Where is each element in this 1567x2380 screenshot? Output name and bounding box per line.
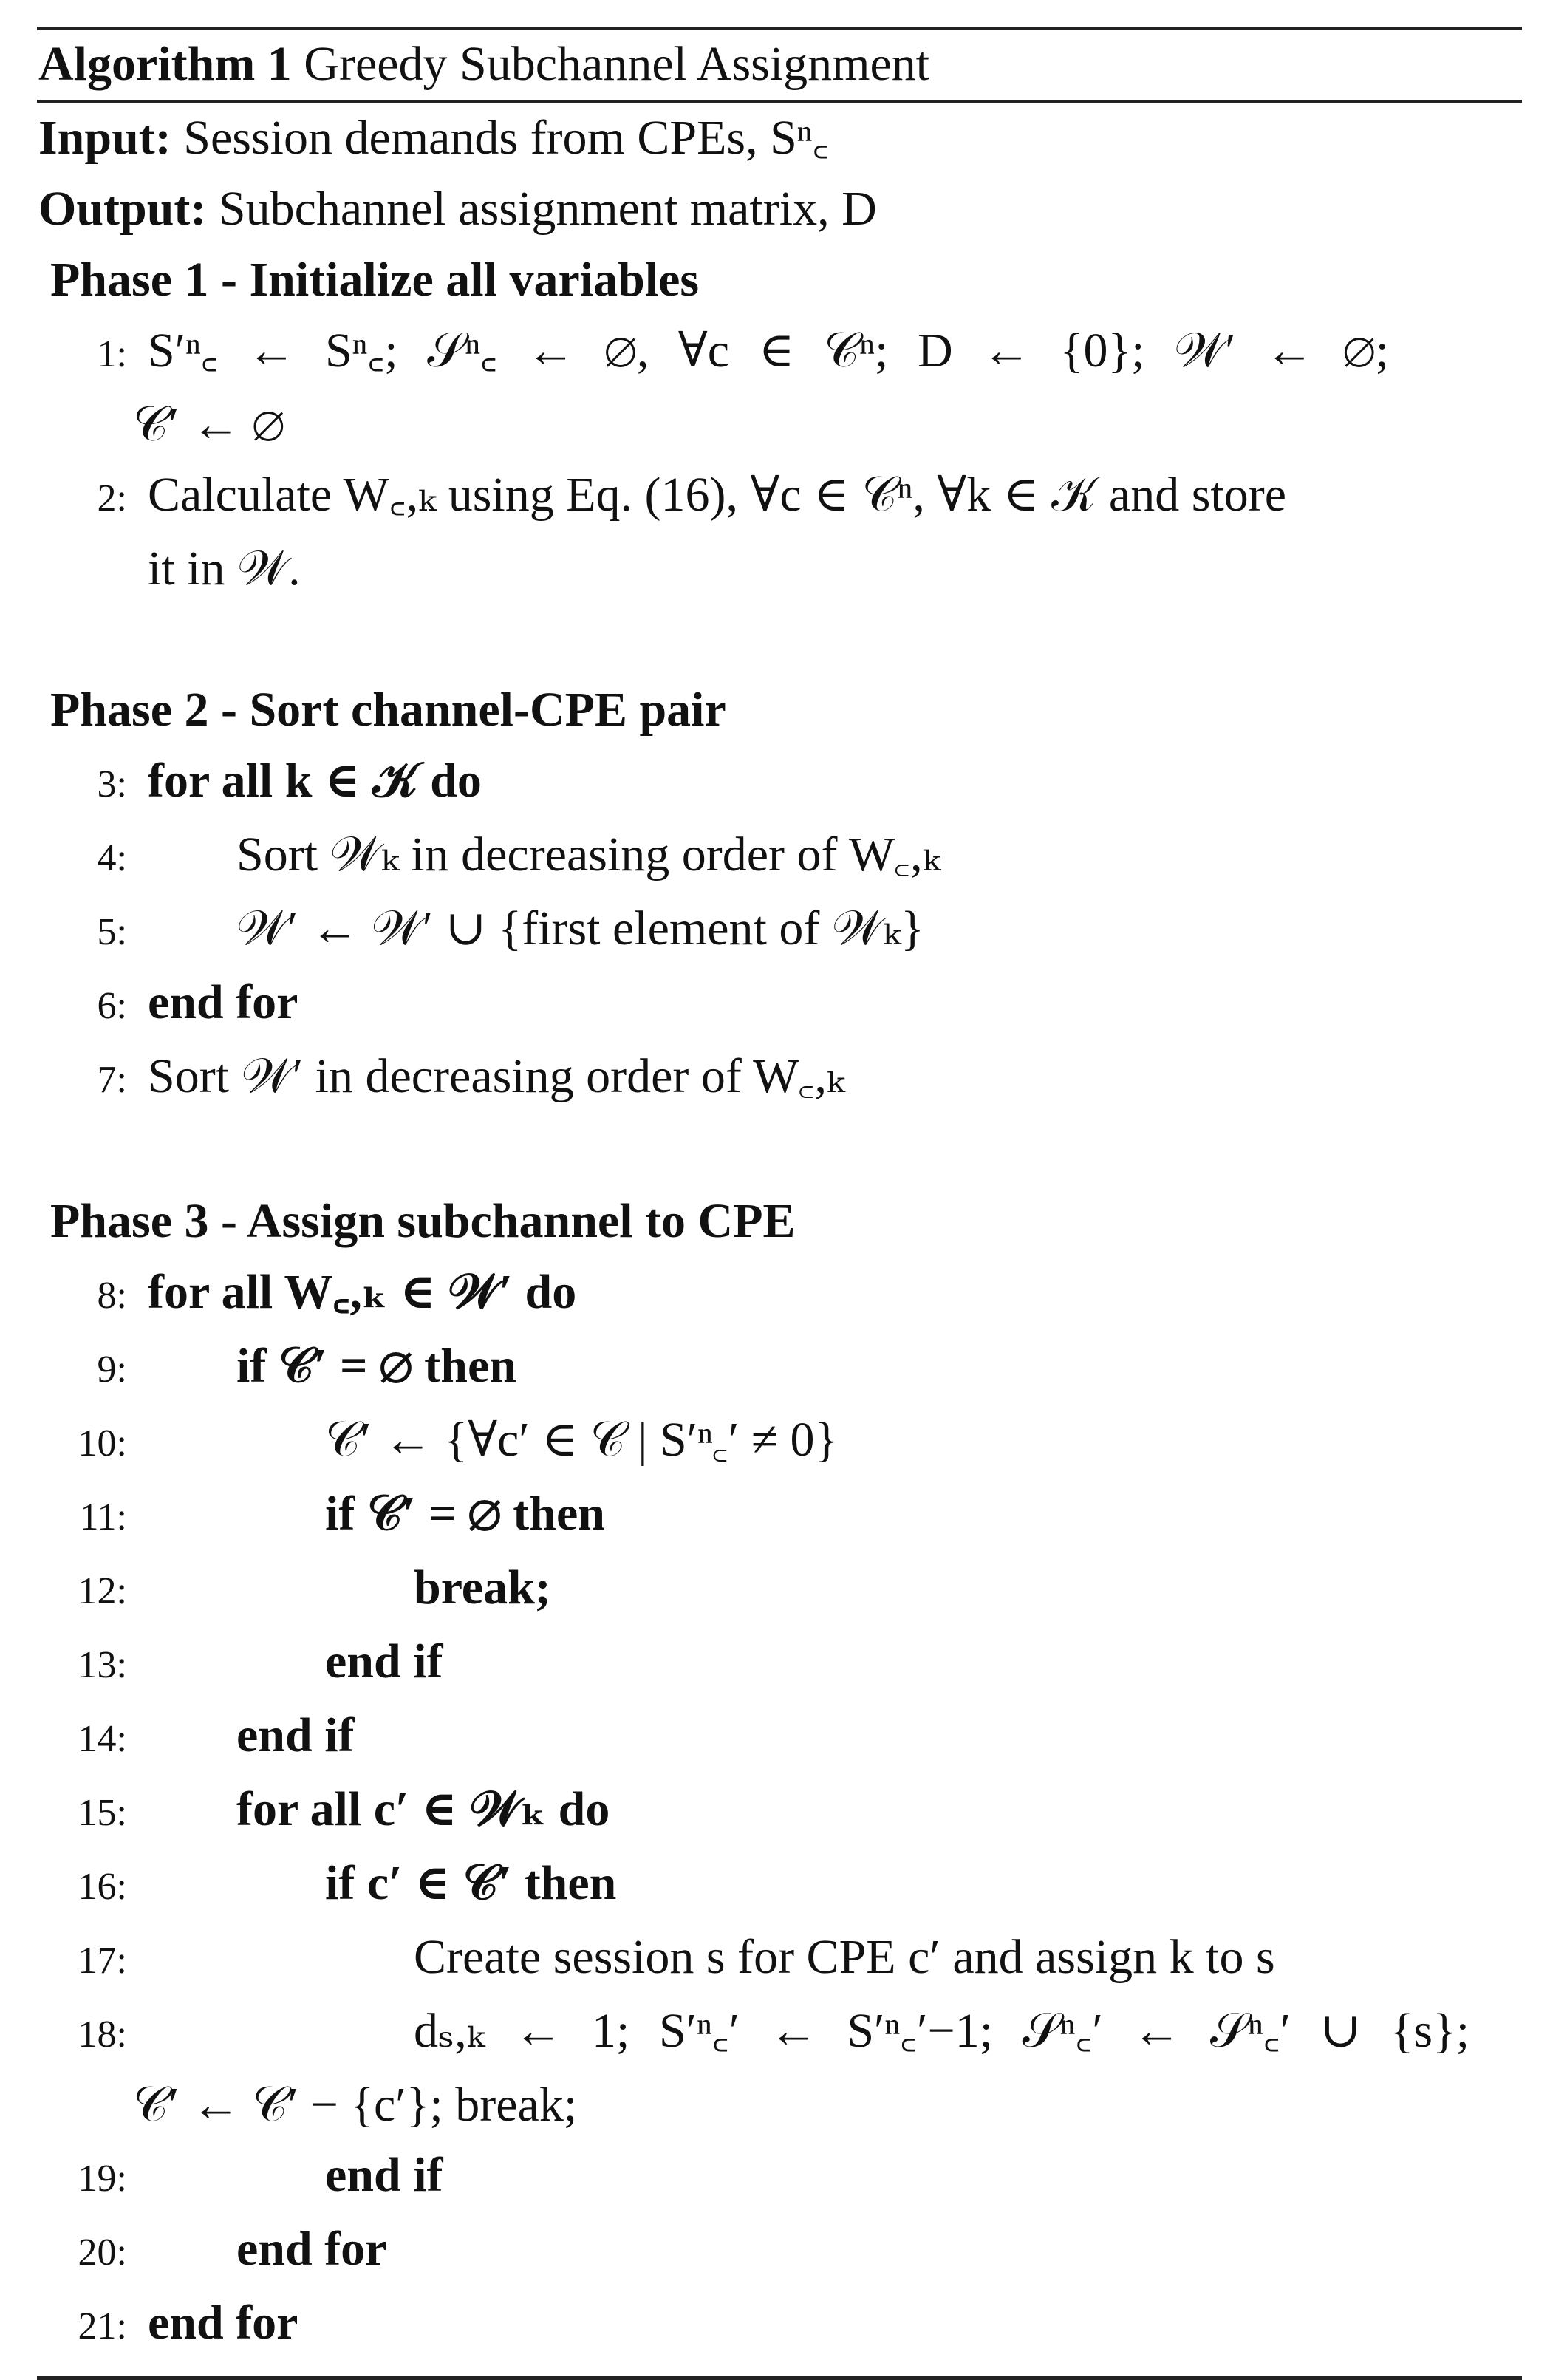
spacer (37, 1115, 1522, 1186)
algo-line-2-continuation: it in 𝒲. (148, 542, 301, 596)
line-number: 18: (78, 2014, 127, 2056)
algo-line-3 (37, 746, 1522, 819)
algo-line-6 (37, 967, 1522, 1041)
line-number: 17: (78, 1940, 127, 1982)
output-label: Output: (38, 182, 207, 236)
algo-line-18-continuation: 𝒞′ ← 𝒞′ − {c′}; break; (133, 2078, 578, 2132)
line-text: break; (414, 1561, 551, 1614)
algo-line-10 (37, 1405, 1522, 1479)
line-number: 19: (78, 2158, 127, 2200)
line-text: end for (236, 2222, 387, 2276)
line-number: 7: (97, 1059, 127, 1101)
algorithm-title (37, 30, 1522, 94)
line-number: 21: (78, 2305, 127, 2347)
line-text: Create session s for CPE c′ and assign k to s (414, 1930, 1275, 1984)
line-text: dₛ,ₖ ← 1; S′ⁿ꜀′ ← S′ⁿ꜀′−1; 𝒮ⁿ꜀′ ← 𝒮ⁿ꜀′ ∪ {s}; (414, 2004, 1470, 2058)
line-number: 10: (78, 1422, 127, 1465)
line-text: if 𝒞′ = ∅ then (236, 1339, 516, 1393)
line-text: for all k ∈ 𝒦 do (148, 754, 482, 808)
line-text: Sort 𝒲′ in decreasing order of W꜀,ₖ (148, 1049, 845, 1103)
line-text: Calculate W꜀,ₖ using Eq. (16), ∀c ∈ 𝒞ⁿ, ∀k ∈ 𝒦 and store (148, 468, 1286, 522)
algorithm-box (37, 27, 1522, 2380)
line-number: 8: (97, 1275, 127, 1317)
algo-line-21 (37, 2288, 1522, 2362)
line-text: 𝒲′ ← 𝒲′ ∪ {first element of 𝒲ₖ} (236, 901, 924, 955)
line-text: for all W꜀,ₖ ∈ 𝒲′ do (148, 1265, 577, 1319)
line-number: 4: (97, 837, 127, 879)
algo-line-19 (37, 2140, 1522, 2214)
algo-line-15 (37, 1774, 1522, 1848)
algo-line-18 (37, 1996, 1522, 2070)
line-text: end if (236, 1708, 355, 1762)
algo-line-11 (37, 1479, 1522, 1552)
algo-line-8 (37, 1257, 1522, 1331)
algo-line-7 (37, 1041, 1522, 1115)
algo-line-9 (37, 1331, 1522, 1405)
algo-line-14 (37, 1700, 1522, 1774)
bottom-rule (37, 2376, 1522, 2380)
line-number: 1: (97, 333, 127, 375)
algo-line-2 (37, 460, 1522, 533)
line-number: 3: (97, 763, 127, 805)
line-number: 9: (97, 1348, 127, 1391)
algorithm-name: Greedy Subchannel Assignment (304, 37, 930, 91)
line-number: 14: (78, 1718, 127, 1760)
phase-3-heading: Phase 3 - Assign subchannel to CPE (50, 1194, 796, 1248)
algo-line-1 (37, 316, 1522, 389)
line-text: S′ⁿ꜀ ← Sⁿ꜀; 𝒮ⁿ꜀ ← ∅, ∀c ∈ 𝒞ⁿ; D ← {0}; 𝒲′ ← ∅; (148, 324, 1389, 378)
output-text: Subchannel assignment matrix, D (218, 182, 877, 236)
input-text: Session demands from CPEs, Sⁿ꜀ (183, 111, 830, 165)
line-text: end if (325, 2148, 443, 2202)
line-number: 20: (78, 2231, 127, 2274)
line-number: 12: (78, 1570, 127, 1612)
line-number: 15: (78, 1792, 127, 1834)
line-text: for all c′ ∈ 𝒲ₖ do (236, 1782, 610, 1836)
output-line (37, 174, 1522, 245)
algo-line-12 (37, 1552, 1522, 1626)
line-number: 13: (78, 1644, 127, 1686)
algo-line-16 (37, 1848, 1522, 1922)
algo-line-20 (37, 2214, 1522, 2288)
line-text: if c′ ∈ 𝒞′ then (325, 1856, 617, 1910)
algo-line-1-continuation: 𝒞′ ← ∅ (133, 398, 285, 451)
line-number: 6: (97, 985, 127, 1027)
line-number: 2: (97, 477, 127, 519)
spacer (37, 604, 1522, 675)
algo-line-17 (37, 1922, 1522, 1996)
line-text: end for (148, 2296, 298, 2350)
algo-line-13 (37, 1626, 1522, 1700)
line-number: 5: (97, 911, 127, 953)
algorithm-number: Algorithm 1 (38, 37, 292, 91)
line-number: 11: (79, 1496, 127, 1538)
input-line (37, 103, 1522, 174)
algo-line-5 (37, 893, 1522, 967)
line-text: 𝒞′ ← {∀c′ ∈ 𝒞 | S′ⁿ꜀′ ≠ 0} (325, 1413, 839, 1467)
line-text: Sort 𝒲ₖ in decreasing order of W꜀,ₖ (236, 828, 940, 882)
algo-line-4 (37, 819, 1522, 893)
line-text: if 𝒞′ = ∅ then (325, 1487, 605, 1541)
line-text: end if (325, 1634, 443, 1688)
input-label: Input: (38, 111, 171, 165)
phase-1-heading: Phase 1 - Initialize all variables (50, 253, 700, 307)
line-text: end for (148, 975, 298, 1029)
phase-2-heading: Phase 2 - Sort channel-CPE pair (50, 683, 726, 737)
line-number: 16: (78, 1866, 127, 1908)
